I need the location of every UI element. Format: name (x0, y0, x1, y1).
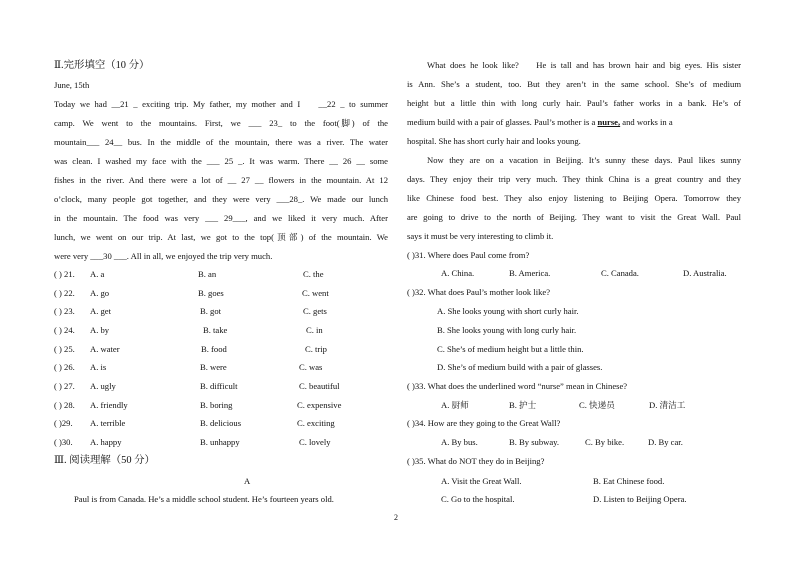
option-c: C. expensive (297, 400, 342, 410)
passage-line: medium build with a pair of glasses. Paul’s mother is a nurse, and works in a (407, 117, 673, 127)
passage-line: lunch, we went on our trip. At last, we got to the top(顶部) of the mountain. We (54, 232, 388, 242)
reading-part-label: A (244, 476, 251, 486)
option-b: B. got (200, 306, 222, 316)
option-c: C. went (302, 288, 329, 298)
option-a: A. 厨师 (441, 400, 469, 410)
option-c: C. the (303, 269, 324, 279)
option-d: D. By car. (648, 437, 683, 447)
passage-line: is Ann. She’s a student, too. But they aren’t in the same school. She’s of medium (407, 79, 741, 89)
option-c: C. exciting (297, 418, 335, 428)
passage-line: Now they are on a vacation in Beijing. It’s sunny these days. Paul likes sunny (427, 155, 741, 165)
passage-line: Today we had __21 _ exciting trip. My father, my mother and I __22 _ to summer (54, 99, 388, 109)
option-b: B. unhappy (200, 437, 240, 447)
option-b: B. delicious (200, 418, 242, 428)
passage-line: hospital. She has short curly hair and looks young. (407, 136, 581, 146)
question-number: ( ) 25. (54, 344, 75, 354)
question-number: ( )29. (54, 418, 73, 428)
option-a: A. water (90, 344, 120, 354)
question-number: ( ) 22. (54, 288, 75, 298)
option-a: A. a (90, 269, 105, 279)
option-a: A. ugly (90, 381, 116, 391)
passage-line: like Chinese food best. They also enjoy listening to Beijing Opera. Tomorrow they (407, 193, 741, 203)
passage-line: mountain___ 24__ bus. In the middle of the mountain, there was a river. The water (54, 137, 388, 147)
option-b: B. boring (200, 400, 233, 410)
option-c: C. By bike. (585, 437, 625, 447)
question-number: ( ) 27. (54, 381, 75, 391)
option-b: B. were (200, 362, 227, 372)
question-number: ( ) 28. (54, 400, 75, 410)
option-a: A. She looks young with short curly hair. (437, 306, 579, 316)
passage-line: days. They enjoy their trip very much. They think China is a great country and they (407, 174, 741, 184)
option-a: A. friendly (90, 400, 128, 410)
option-c: C. beautiful (299, 381, 340, 391)
option-d: D. She’s of medium build with a pair of glasses. (437, 362, 603, 372)
option-b: B. By subway. (509, 437, 560, 447)
option-c: C. trip (305, 344, 327, 354)
passage-line: says it must be very interesting to climb it. (407, 231, 554, 241)
option-a: A. by (90, 325, 110, 335)
question-number: ( ) 21. (54, 269, 75, 279)
underlined-word-nurse: nurse, (597, 117, 621, 127)
option-c: C. lovely (299, 437, 331, 447)
section-2-title: Ⅱ.完形填空（10 分） (54, 60, 150, 71)
option-b: B. difficult (200, 381, 238, 391)
page-number: 2 (394, 513, 398, 522)
option-b: B. goes (198, 288, 224, 298)
passage-line: o’clock, many people got together, and they were very ___28_. We made our lunch (54, 194, 388, 204)
option-c: C. 快递员 (579, 400, 615, 410)
passage-line: are going to drive to the north of Beijing. They want to visit the Great Wall. Paul (407, 212, 741, 222)
reading-intro: Paul is from Canada. He’s a middle school student. He’s fourteen years old. (74, 494, 334, 504)
passage-line: was clean. I washed my face with the ___ 25 _. It was warm. There __ 26 __ some (54, 156, 388, 166)
option-b: B. America. (509, 268, 551, 278)
question-stem: ( )31. Where does Paul come from? (407, 250, 530, 260)
question-number: ( ) 24. (54, 325, 75, 335)
option-a: A. By bus. (441, 437, 478, 447)
option-a: A. happy (90, 437, 122, 447)
option-a: A. Visit the Great Wall. (441, 476, 522, 486)
letter-date: June, 15th (54, 80, 90, 90)
question-stem: ( )35. What do NOT they do in Beijing? (407, 456, 545, 466)
passage-line: fishes in the river. And there were a lot of __ 27 __ flowers in the mountain. At 12 (54, 175, 388, 185)
question-number: ( )30. (54, 437, 73, 447)
option-b: B. an (198, 269, 217, 279)
option-a: A. China. (441, 268, 475, 278)
passage-line: in the mountain. The food was very ___ 29___, and we liked it very much. After (54, 213, 388, 223)
option-b: B. 护士 (509, 400, 537, 410)
option-a: A. terrible (90, 418, 126, 428)
option-a: A. is (90, 362, 107, 372)
option-a: A. go (90, 288, 110, 298)
question-stem: ( )32. What does Paul’s mother look like? (407, 287, 551, 297)
question-number: ( ) 23. (54, 306, 75, 316)
option-b: B. She looks young with long curly hair. (437, 325, 577, 335)
option-c: C. She’s of medium height but a little thin. (437, 344, 584, 354)
question-stem: ( )33. What does the underlined word “nurse” mean in Chinese? (407, 381, 628, 391)
passage-line: were very ___30 ___. All in all, we enjoyed the trip very much. (54, 251, 273, 261)
passage-line: What does he look like? He is tall and has brown hair and big eyes. His sister (427, 60, 741, 70)
option-c: C. Go to the hospital. (441, 494, 515, 504)
passage-line: height but a little thin with long curly hair. Paul’s father works in a bank. He’s of (407, 98, 741, 108)
section-3-title: Ⅲ. 阅读理解（50 分） (54, 455, 155, 466)
passage-line: camp. We went to the mountains. First, we ___ 23_ to the foot(脚) of the (54, 118, 388, 128)
option-a: A. get (90, 306, 112, 316)
option-c: C. in (306, 325, 323, 335)
question-stem: ( )34. How are they going to the Great Wall? (407, 418, 561, 428)
option-c: C. gets (303, 306, 327, 316)
question-number: ( ) 26. (54, 362, 75, 372)
option-b: B. take (203, 325, 228, 335)
option-c: C. Canada. (601, 268, 639, 278)
option-b: B. Eat Chinese food. (593, 476, 665, 486)
option-d: D. Listen to Beijing Opera. (593, 494, 687, 504)
option-b: B. food (201, 344, 227, 354)
option-c: C. was (299, 362, 323, 372)
option-d: D. 清洁工 (649, 400, 686, 410)
option-d: D. Australia. (683, 268, 727, 278)
